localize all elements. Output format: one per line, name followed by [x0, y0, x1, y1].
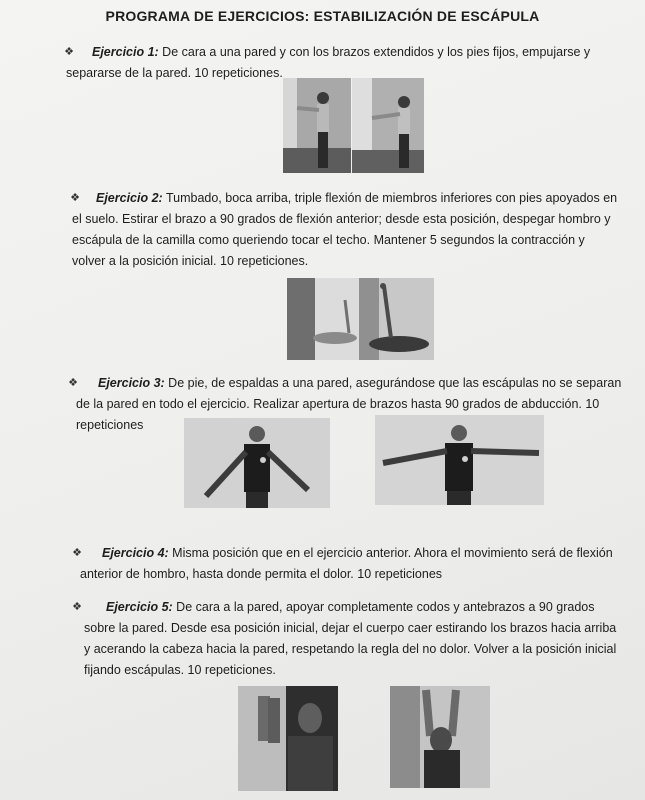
exercise-label: Ejercicio 5:: [106, 600, 173, 614]
exercise-text: De cara a una pared y con los brazos extendidos y los pies fijos, empujarse y separarse de la pared. 10 repeticiones.: [66, 45, 591, 80]
exercise-5-photo-b: [390, 686, 490, 788]
exercise-4: [72, 543, 620, 585]
diamond-bullet-icon: ❖: [72, 601, 82, 613]
exercise-label: Ejercicio 3:: [98, 376, 165, 390]
exercise-2-photo: [287, 278, 434, 360]
exercise-label: Ejercicio 1:: [92, 45, 159, 59]
exercise-3-photo-a: [184, 418, 330, 508]
diamond-bullet-icon: ❖: [68, 377, 78, 389]
exercise-1-photo-a: [283, 78, 351, 173]
exercise-text: Tumbado, boca arriba, triple flexión de miembros inferiores con pies apoyados en el suelo. Estirar el brazo a 90 grados de flexión anterior; desde esta posición, despegar hombro y escápula de la camilla como queriendo tocar el techo. Mantener 5 segundos la contracción y volver a la posición inicial. 10 repeticiones.: [72, 191, 618, 268]
exercise-text: Misma posición que en el ejercicio anterior. Ahora el movimiento será de flexión anterior de hombro, hasta donde permita el dolor. 10 repeticiones: [80, 546, 613, 581]
diamond-bullet-icon: ❖: [72, 547, 82, 559]
exercise-label: Ejercicio 2:: [96, 191, 163, 205]
page-title: PROGRAMA DE EJERCICIOS: ESTABILIZACIÓN DE ESCÁPULA: [105, 8, 540, 24]
exercise-5-photo-a: [238, 686, 338, 791]
exercise-text: De cara a la pared, apoyar completamente codos y antebrazos a 90 grados sobre la pared. Desde esa posición inicial, dejar el cuerpo caer estirando los brazos hacia arriba y acerando la cabeza hacia la pared, respetando la regla del no dolor. Volver a la posición inicial fijando escápulas. 10 repeticiones.: [84, 600, 617, 677]
exercise-5: [72, 597, 620, 681]
exercise-2: [72, 188, 620, 272]
diamond-bullet-icon: ❖: [64, 46, 74, 58]
exercise-text: De pie, de espaldas a una pared, asegurándose que las escápulas no se separan de la pared en todo el ejercicio. Realizar apertura de brazos hasta 90 grados de abducción. 10 repeticiones: [76, 376, 622, 432]
exercise-label: Ejercicio 4:: [102, 546, 169, 560]
exercise-3-photo-b: [375, 415, 544, 505]
diamond-bullet-icon: ❖: [70, 192, 80, 204]
exercise-1-photo-b: [352, 78, 424, 173]
